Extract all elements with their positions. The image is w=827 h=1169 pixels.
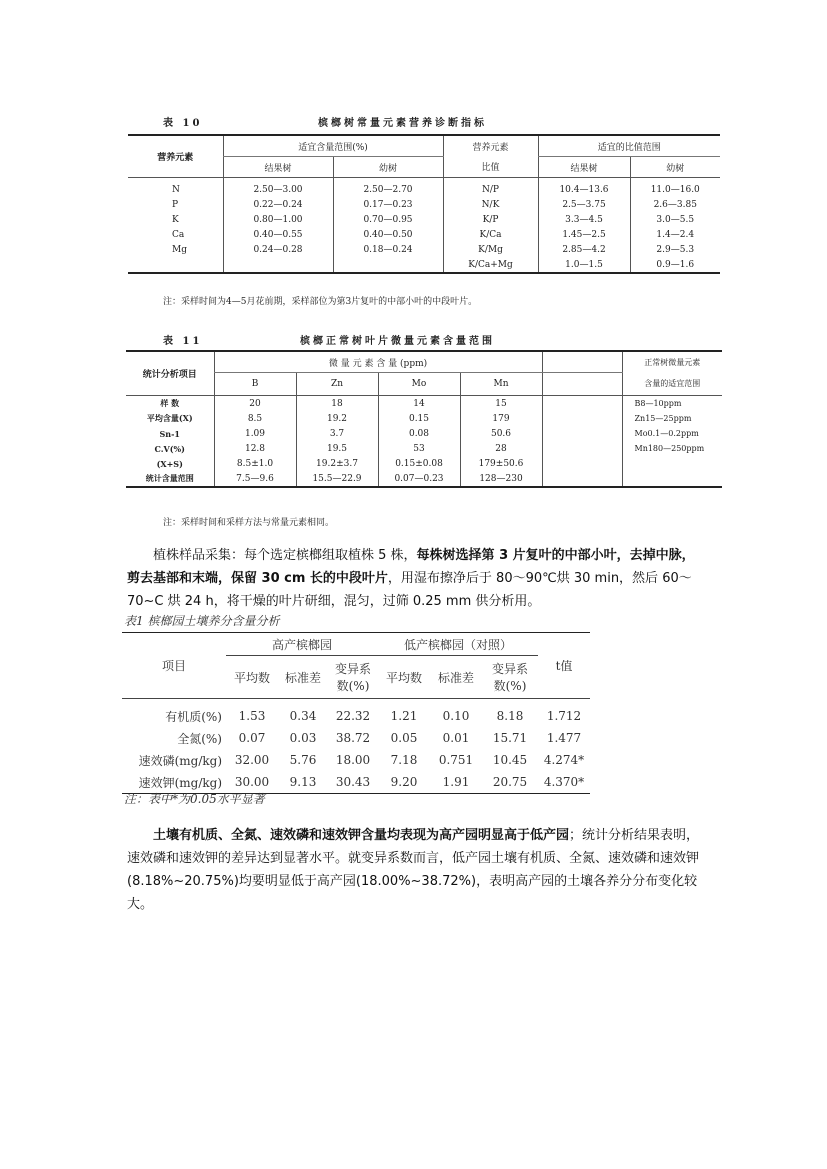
t11-B: 8.5±1.0 [214,456,296,471]
t11-Zn: 19.2 [296,411,378,426]
t1-hm: 1.53 [238,709,266,723]
t1-col-high-cv: 变异系 数(%) [328,656,378,699]
t11-col-item: 统计分析项目 [126,351,214,396]
t11-item: 样 数 [160,398,180,408]
t11-Zn: 18 [296,396,378,412]
table-row [122,727,590,749]
t10-col-ratio-young: 幼树 [630,157,720,178]
t10-young: 0.17—0.23 [333,197,443,212]
t1-ls: 0.751 [438,753,474,767]
table11-title: 槟榔正常树叶片微量元素含量范围 [300,336,495,347]
t11-col-Mn: Mn [460,373,542,396]
t1-hc: 18.00 [335,753,371,767]
t1-hm: 30.00 [234,775,270,789]
table11 [126,350,722,488]
t1-ls: 0.10 [442,709,470,723]
t1-hc: 22.32 [335,709,371,723]
t1-hc: 38.72 [335,731,371,745]
table-row [122,749,590,771]
t10-col-ratio-range: 适宜的比值范围 [538,135,720,157]
t10-ratio: K/P [443,212,538,227]
t1-t: 1.477 [546,731,582,745]
t1-lc: 10.45 [492,753,528,767]
t10-ratio: K/Ca+Mg [443,257,538,273]
t11-B: 1.09 [214,426,296,441]
t10-ratio: N/K [443,197,538,212]
t10-ratio: K/Ca [443,227,538,242]
t1-item: 速效钾(mg/kg) [138,775,222,790]
t11-range: Mn180—250ppm [622,441,722,456]
t10-fruit: 0.80—1.00 [223,212,333,227]
t11-Mo: 0.15 [378,411,460,426]
t10-element: P [172,199,179,210]
table1-note: 注：表中*为0.05水平显著 [124,792,265,806]
table11-number: 表 11 [163,336,203,347]
t10-ratio-young: 3.0—5.5 [630,212,720,227]
t10-ratio-young: 2.9—5.3 [630,242,720,257]
t10-ratio-fruit: 3.3—4.5 [538,212,630,227]
t11-Zn: 15.5—22.9 [296,471,378,487]
table1 [122,632,590,794]
t11-B: 12.8 [214,441,296,456]
t11-Mo: 0.07—0.23 [378,471,460,487]
t11-Mn: 179 [460,411,542,426]
t1-ls: 0.01 [442,731,470,745]
t10-ratio-young: 1.4—2.4 [630,227,720,242]
t11-Zn: 3.7 [296,426,378,441]
t11-range: B8—10ppm [622,396,722,412]
t11-item: 平均含量(X) [146,413,193,423]
t10-col-ratio-fruit: 结果树 [538,157,630,178]
t10-col-ratio-element: 营养元素 [443,135,538,157]
t10-ratio: N/P [443,178,538,198]
t1-hs: 5.76 [289,753,317,767]
table10-number: 表 10 [163,118,203,129]
t10-young: 0.70—0.95 [333,212,443,227]
table-row [126,441,722,456]
t10-col-fruit: 结果树 [223,157,333,178]
t10-young: 2.50—2.70 [333,178,443,198]
t10-ratio-fruit: 1.0—1.5 [538,257,630,273]
t10-fruit: 2.50—3.00 [223,178,333,198]
t11-range: Zn15—25ppm [622,411,722,426]
t10-col-element: 营养元素 [128,135,223,178]
t10-element: Ca [172,229,185,240]
t11-Mn: 28 [460,441,542,456]
t11-range: Mo0.1—0.2ppm [622,426,722,441]
t1-ls: 1.91 [442,775,470,789]
sampling-paragraph [127,544,707,613]
t11-Mn: 50.6 [460,426,542,441]
table-row [128,242,720,257]
table-row [128,212,720,227]
t11-range [622,456,722,471]
table-row [126,456,722,471]
table-row [126,426,722,441]
table-row [128,257,720,273]
t1-col-t: t值 [538,633,590,699]
t11-col-trace: 微 量 元 素 含 量 (ppm) [214,351,542,373]
table1-title: 表1 槟榔园土壤养分含量分析 [124,614,280,628]
t1-lm: 1.21 [390,709,418,723]
t10-element: K [172,214,179,225]
t10-fruit: 0.24—0.28 [223,242,333,257]
t11-Zn: 19.5 [296,441,378,456]
t10-fruit [223,257,333,273]
t10-col-ratio-value: 比值 [443,157,538,178]
t11-col-Mo: Mo [378,373,460,396]
t10-element: N [172,184,180,195]
t1-lm: 0.05 [390,731,418,745]
t1-item: 全氮(%) [177,731,222,746]
t1-group-low: 低产槟榔园（对照） [378,633,538,656]
t10-ratio: K/Mg [443,242,538,257]
t11-Mo: 53 [378,441,460,456]
table10-title: 槟榔树常量元素营养诊断指标 [318,118,487,129]
table-row [128,178,720,198]
t10-ratio-fruit: 2.85—4.2 [538,242,630,257]
t11-B: 8.5 [214,411,296,426]
sampling-text-1: 植株样品采集：每个选定槟榔组取植株 5 株， [153,548,417,563]
t1-hs: 0.03 [289,731,317,745]
t1-lc: 20.75 [492,775,528,789]
t10-element [128,257,223,273]
t1-hs: 0.34 [289,709,317,723]
t1-col-low-sd: 标准差 [430,656,482,699]
table10 [128,134,720,274]
t1-item: 速效磷(mg/kg) [138,753,222,768]
t10-ratio-young: 11.0—16.0 [630,178,720,198]
t10-element: Mg [172,244,187,255]
t1-col-low-cv: 变异系 数(%) [482,656,538,699]
t1-col-high-mean: 平均数 [226,656,278,699]
t11-item: Sn-1 [159,428,180,439]
t1-hc: 30.43 [335,775,371,789]
t10-fruit: 0.40—0.55 [223,227,333,242]
soil-text: ；统计分析结果表明，速效磷和速效钾的差异达到显著水平。就变异系数而言，低产园土壤有机质、全氮、速效磷和速效钾(8.18%~20.75%)均要明显低于高产园(18.00%~38.72%)，表明高产园的土壤各养分分布变化较大。 [127,828,700,912]
t1-hs: 9.13 [289,775,317,789]
t11-B: 7.5—9.6 [214,471,296,487]
t11-item: C.V(%) [154,443,185,454]
soil-text-bold: 土壤有机质、全氮、速效磷和速效钾含量均表现为高产园明显高于低产园 [153,828,570,843]
t10-fruit: 0.22—0.24 [223,197,333,212]
t11-Mn: 179±50.6 [460,456,542,471]
t1-col-item: 项目 [122,633,226,699]
t1-lc: 8.18 [496,709,524,723]
t11-range [622,471,722,487]
t11-col-normal-2: 含量的适宜范围 [622,373,722,396]
t10-ratio-young: 2.6—3.85 [630,197,720,212]
table-row [122,699,590,728]
t11-Zn: 19.2±3.7 [296,456,378,471]
t10-ratio-fruit: 10.4—13.6 [538,178,630,198]
table-row [126,396,722,412]
t10-young [333,257,443,273]
t1-lm: 7.18 [390,753,418,767]
t10-young: 0.40—0.50 [333,227,443,242]
sampling-text-bold: 每株树选择第 3 片复叶的中部小叶，去掉中脉，剪去基部和末端，保留 30 cm 长的中段叶片 [127,548,695,586]
t11-col-Zn: Zn [296,373,378,396]
t1-lm: 9.20 [390,775,418,789]
t1-lc: 15.71 [492,731,528,745]
table11-note: 注：采样时间和采样方法与常量元素相同。 [163,518,335,528]
t10-col-young: 幼树 [333,157,443,178]
table-row [126,471,722,487]
t1-t: 1.712 [546,709,582,723]
soil-paragraph [127,824,707,916]
t11-Mo: 0.15±0.08 [378,456,460,471]
t1-group-high: 高产槟榔园 [226,633,378,656]
sampling-text-2: ，用湿布擦净后于 80～90℃烘 30 min，然后 60～70~C 烘 24 h，将干燥的叶片研细，混匀，过筛 0.25 mm 供分析用。 [127,571,692,609]
t10-ratio-fruit: 1.45—2.5 [538,227,630,242]
t11-Mn: 128—230 [460,471,542,487]
t1-hm: 0.07 [238,731,266,745]
t11-Mo: 14 [378,396,460,412]
t11-item: (X+S) [156,458,183,469]
table-row [128,197,720,212]
t1-item: 有机质(%) [165,709,222,724]
t1-t: 4.274* [543,753,585,767]
t10-ratio-young: 0.9—1.6 [630,257,720,273]
table10-note: 注：采样时间为4—5月花前期，采样部位为第3片复叶的中部小叶的中段叶片。 [163,297,478,307]
t11-Mn: 15 [460,396,542,412]
t10-col-range: 适宜含量范围(%) [223,135,443,157]
t11-B: 20 [214,396,296,412]
t11-item: 统计含量范围 [145,473,194,483]
t1-hm: 32.00 [234,753,270,767]
t11-col-normal-1: 正常树微量元素 [622,351,722,373]
t10-young: 0.18—0.24 [333,242,443,257]
t1-col-low-mean: 平均数 [378,656,430,699]
t1-t: 4.370* [543,775,585,789]
table-row [128,227,720,242]
t1-col-high-sd: 标准差 [278,656,328,699]
t11-col-B: B [214,373,296,396]
t10-ratio-fruit: 2.5—3.75 [538,197,630,212]
table-row [126,411,722,426]
t11-Mo: 0.08 [378,426,460,441]
